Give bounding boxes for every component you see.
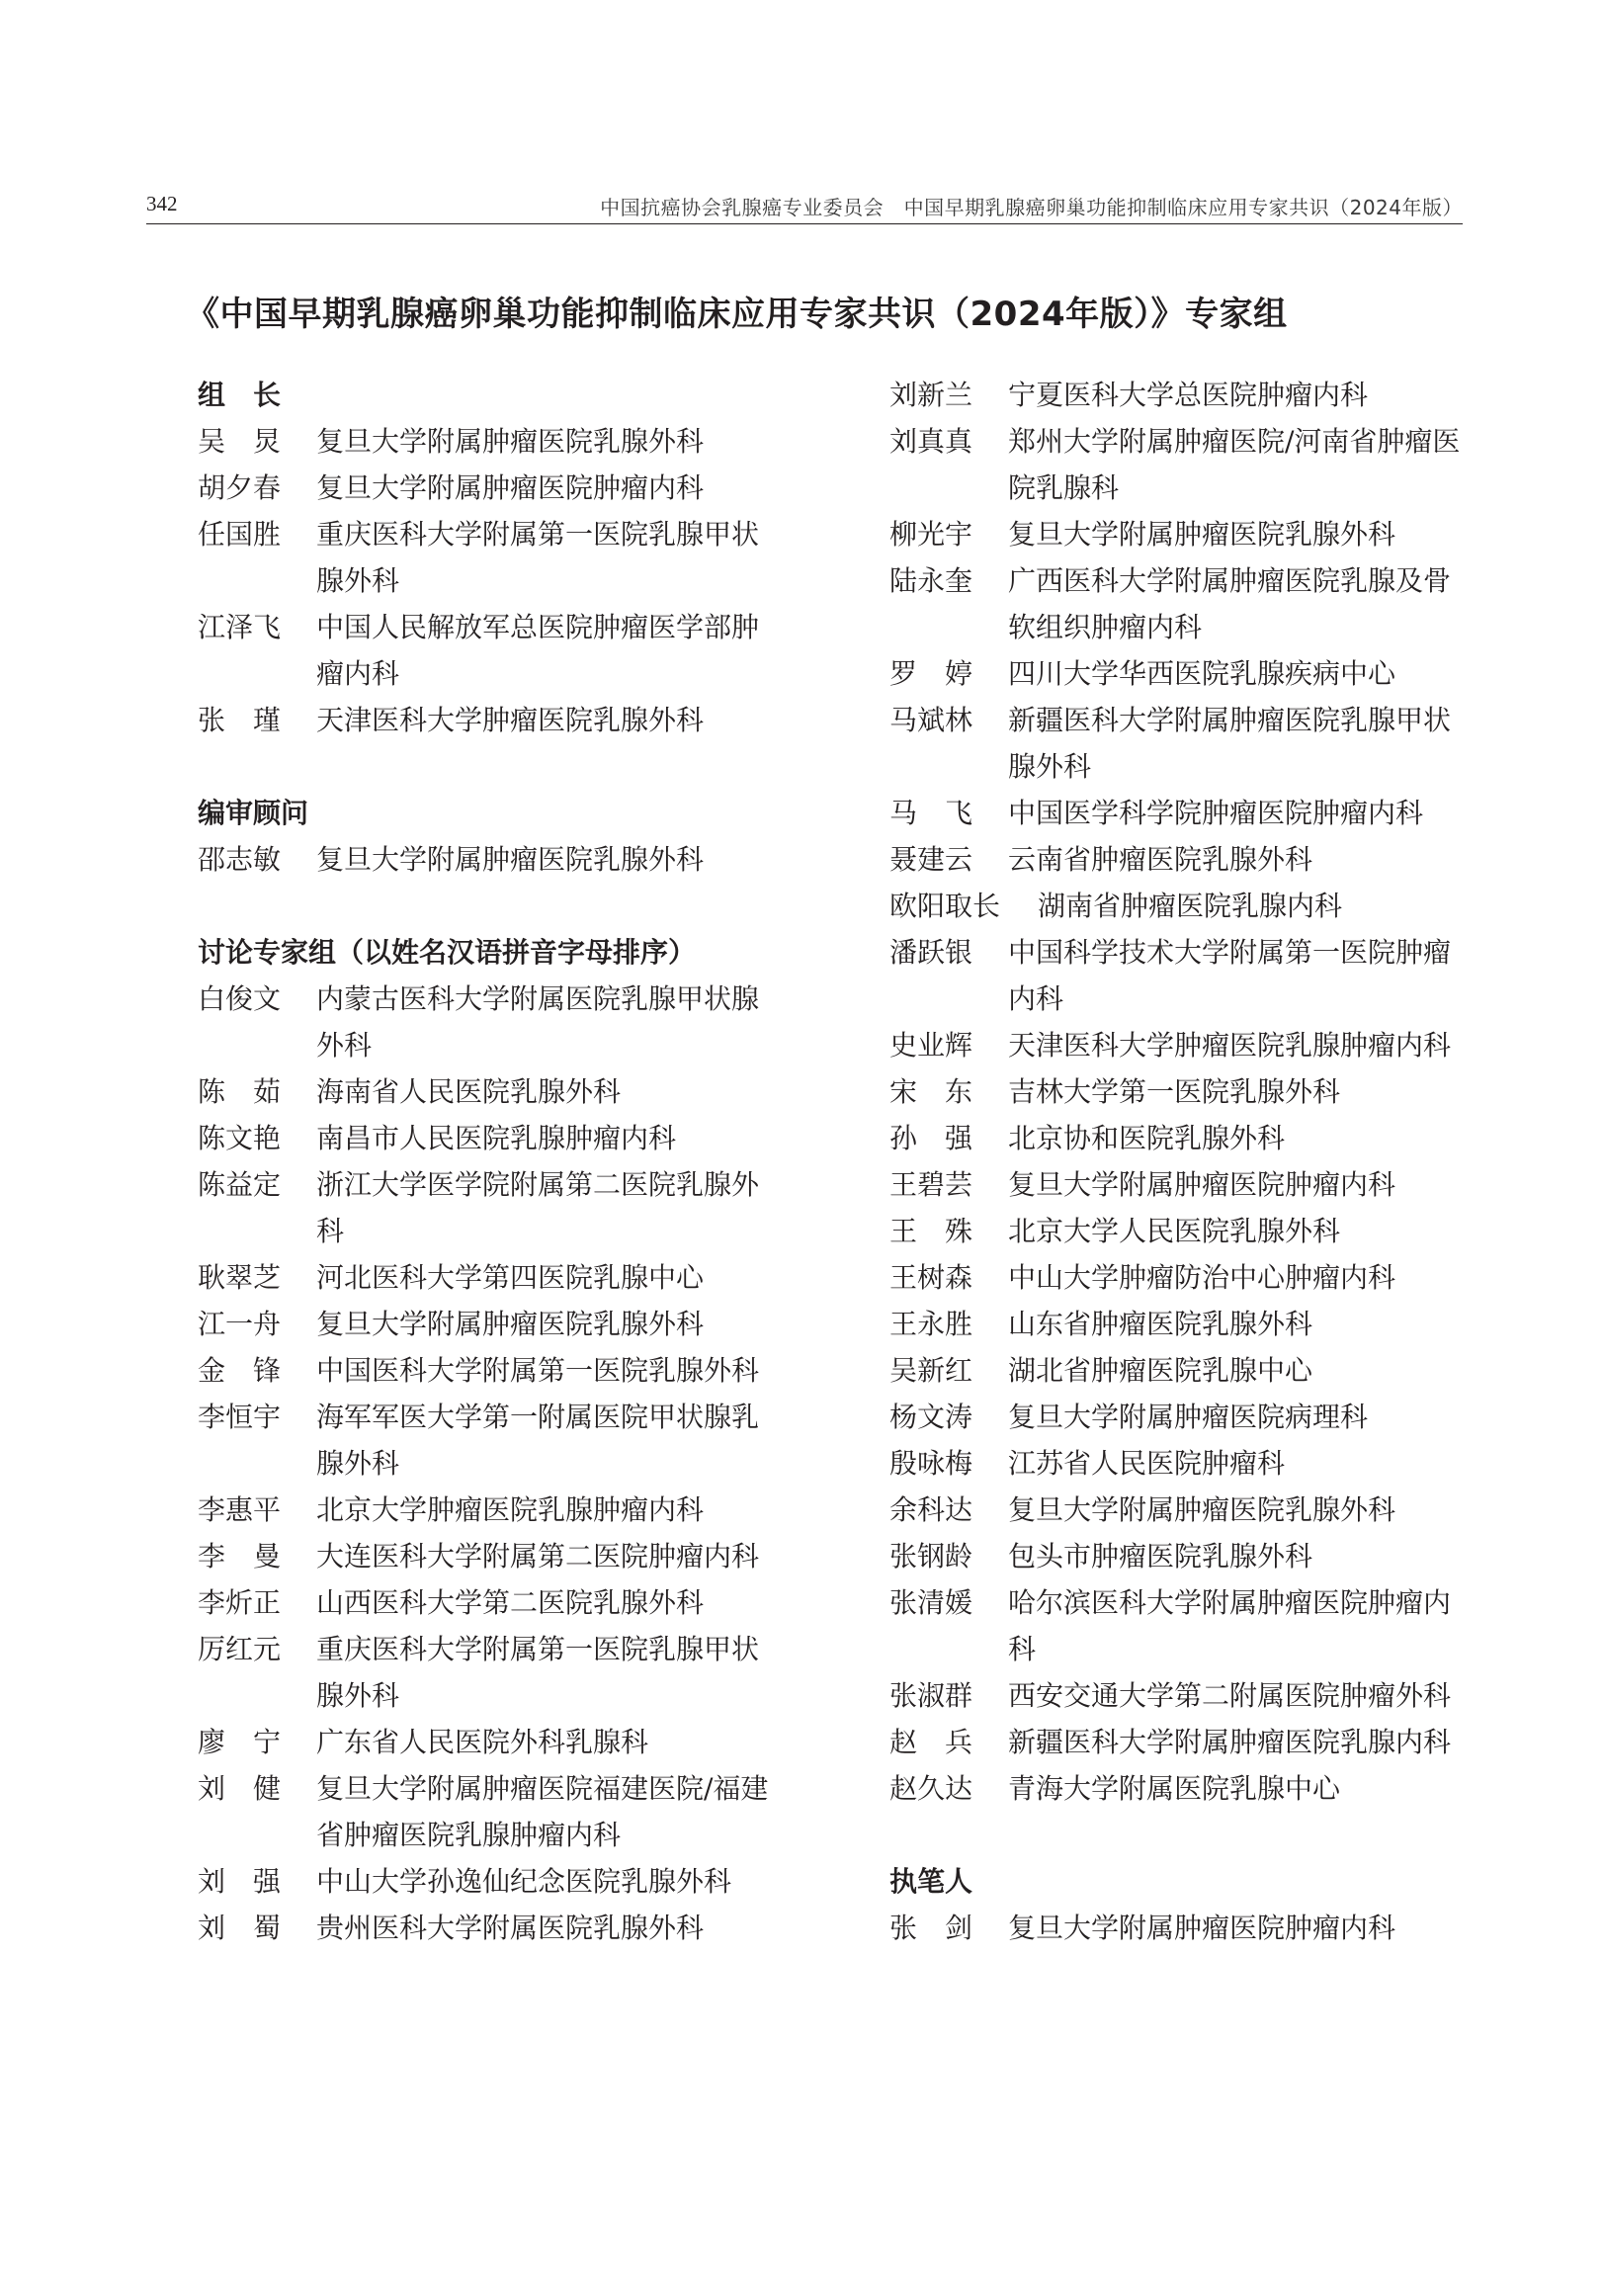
member-name: 张 剑 xyxy=(889,1912,973,1944)
member-affiliation: 中国科学技术大学附属第一医院肿瘤内科 xyxy=(1008,936,1452,1015)
member-affiliation: 北京大学人民医院乳腺外科 xyxy=(1008,1215,1341,1247)
member-name: 吴新红 xyxy=(889,1354,973,1387)
member-name: 陈益定 xyxy=(198,1168,282,1201)
section-discussion-continued xyxy=(889,372,1463,1812)
member-affiliation: 云南省肿瘤医院乳腺外科 xyxy=(1008,843,1313,876)
member-affiliation: 山东省肿瘤医院乳腺外科 xyxy=(1008,1308,1313,1340)
member-affiliation: 宁夏医科大学总医院肿瘤内科 xyxy=(1008,379,1369,411)
member-row xyxy=(889,836,1463,883)
member-row xyxy=(198,1394,771,1487)
member-row xyxy=(198,1347,771,1394)
section-title-writer: 执笔人 xyxy=(889,1865,973,1898)
member-row xyxy=(198,604,771,697)
member-affiliation: 天津医科大学肿瘤医院乳腺外科 xyxy=(316,704,705,736)
member-name: 欧阳取长 xyxy=(889,890,1001,922)
member-row xyxy=(889,1254,1463,1301)
member-name: 王永胜 xyxy=(889,1308,973,1340)
member-affiliation: 哈尔滨医科大学附属肿瘤医院肿瘤内科 xyxy=(1008,1586,1452,1665)
member-row xyxy=(198,1301,771,1347)
member-affiliation: 浙江大学医学院附属第二医院乳腺外科 xyxy=(316,1168,760,1247)
member-affiliation: 复旦大学附属肿瘤医院乳腺外科 xyxy=(316,843,705,876)
member-name: 马 飞 xyxy=(889,797,973,829)
member-row xyxy=(198,1254,771,1301)
running-header xyxy=(146,190,1463,224)
member-name: 张 瑾 xyxy=(198,704,282,736)
member-affiliation: 内蒙古医科大学附属医院乳腺甲状腺外科 xyxy=(316,982,760,1062)
section-leaders xyxy=(198,372,771,743)
member-name: 孙 强 xyxy=(889,1122,973,1154)
member-affiliation: 中山大学孙逸仙纪念医院乳腺外科 xyxy=(316,1865,732,1898)
member-affiliation: 吉林大学第一医院乳腺外科 xyxy=(1008,1075,1341,1108)
member-row xyxy=(889,1579,1463,1672)
member-affiliation: 广西医科大学附属肿瘤医院乳腺及骨软组织肿瘤内科 xyxy=(1008,564,1452,643)
member-name: 厉红元 xyxy=(198,1633,282,1665)
member-name: 金 锋 xyxy=(198,1354,282,1387)
member-affiliation: 湖南省肿瘤医院乳腺内科 xyxy=(1038,890,1343,922)
member-name: 柳光宇 xyxy=(889,518,973,551)
member-row xyxy=(889,1301,1463,1347)
member-row xyxy=(198,1626,771,1719)
member-affiliation: 北京协和医院乳腺外科 xyxy=(1008,1122,1286,1154)
member-affiliation: 中山大学肿瘤防治中心肿瘤内科 xyxy=(1008,1261,1396,1294)
member-affiliation: 复旦大学附属肿瘤医院肿瘤内科 xyxy=(1008,1912,1396,1944)
member-affiliation: 江苏省人民医院肿瘤科 xyxy=(1008,1447,1286,1480)
member-name: 刘 强 xyxy=(198,1865,282,1898)
member-row xyxy=(198,1765,771,1858)
left-column xyxy=(198,372,771,1951)
member-name: 潘跃银 xyxy=(889,936,973,969)
member-name: 刘 健 xyxy=(198,1772,282,1805)
member-affiliation: 贵州医科大学附属医院乳腺外科 xyxy=(316,1912,705,1944)
member-affiliation: 复旦大学附属肿瘤医院肿瘤内科 xyxy=(1008,1168,1396,1201)
member-name: 殷咏梅 xyxy=(889,1447,973,1480)
member-row xyxy=(889,1208,1463,1254)
member-name: 王碧芸 xyxy=(889,1168,973,1201)
member-affiliation: 重庆医科大学附属第一医院乳腺甲状腺外科 xyxy=(316,1633,760,1712)
member-name: 聂建云 xyxy=(889,843,973,876)
member-row xyxy=(198,1533,771,1579)
member-affiliation: 西安交通大学第二附属医院肿瘤外科 xyxy=(1008,1679,1452,1712)
member-affiliation: 湖北省肿瘤医院乳腺中心 xyxy=(1008,1354,1313,1387)
member-affiliation: 复旦大学附属肿瘤医院乳腺外科 xyxy=(1008,1493,1396,1526)
member-name: 王 殊 xyxy=(889,1215,973,1247)
member-row xyxy=(889,650,1463,697)
running-head: 中国抗癌协会乳腺癌专业委员会 中国早期乳腺癌卵巢功能抑制临床应用专家共识（2024年版） xyxy=(600,196,1463,219)
member-name: 张钢龄 xyxy=(889,1540,973,1573)
member-name: 宋 东 xyxy=(889,1075,973,1108)
member-row xyxy=(889,697,1463,790)
member-row xyxy=(889,1068,1463,1115)
section-writer xyxy=(889,1858,1463,1951)
member-row xyxy=(198,1719,771,1765)
member-name: 王树森 xyxy=(889,1261,973,1294)
page-title: 《中国早期乳腺癌卵巢功能抑制临床应用专家共识（2024年版）》专家组 xyxy=(186,295,1288,334)
member-row xyxy=(198,418,771,465)
member-name: 赵 兵 xyxy=(889,1726,973,1758)
member-affiliation: 青海大学附属医院乳腺中心 xyxy=(1008,1772,1341,1805)
member-row xyxy=(889,1533,1463,1579)
member-row xyxy=(198,511,771,604)
member-affiliation: 复旦大学附属肿瘤医院乳腺外科 xyxy=(316,425,705,458)
member-list xyxy=(198,836,771,883)
member-affiliation: 重庆医科大学附属第一医院乳腺甲状腺外科 xyxy=(316,518,760,597)
member-affiliation: 海南省人民医院乳腺外科 xyxy=(316,1075,622,1108)
member-name: 江一舟 xyxy=(198,1308,282,1340)
member-affiliation: 山西医科大学第二医院乳腺外科 xyxy=(316,1586,705,1619)
member-name: 胡夕春 xyxy=(198,471,282,504)
member-name: 赵久达 xyxy=(889,1772,973,1805)
member-name: 刘真真 xyxy=(889,425,973,458)
member-name: 张清媛 xyxy=(889,1586,973,1619)
member-row xyxy=(198,1905,771,1951)
member-row xyxy=(889,1905,1463,1951)
member-affiliation: 新疆医科大学附属肿瘤医院乳腺甲状腺外科 xyxy=(1008,704,1452,783)
member-name: 白俊文 xyxy=(198,982,282,1015)
member-name: 罗 婷 xyxy=(889,657,973,690)
member-row xyxy=(198,1579,771,1626)
member-row xyxy=(198,1161,771,1254)
member-name: 陆永奎 xyxy=(889,564,973,597)
member-row xyxy=(889,372,1463,418)
member-name: 李惠平 xyxy=(198,1493,282,1526)
member-affiliation: 广东省人民医院外科乳腺科 xyxy=(316,1726,649,1758)
section-advisor xyxy=(198,790,771,883)
section-title-advisor: 编审顾问 xyxy=(198,797,309,829)
member-name: 任国胜 xyxy=(198,518,282,551)
right-column xyxy=(889,372,1463,1951)
member-row xyxy=(889,929,1463,1022)
member-affiliation: 天津医科大学肿瘤医院乳腺肿瘤内科 xyxy=(1008,1029,1452,1062)
page-number: 342 xyxy=(146,192,178,215)
member-row xyxy=(198,836,771,883)
member-name: 刘 蜀 xyxy=(198,1912,282,1944)
section-title-leaders: 组 长 xyxy=(198,379,282,411)
member-row xyxy=(198,976,771,1068)
member-name: 马斌林 xyxy=(889,704,973,736)
member-row xyxy=(889,1765,1463,1812)
member-row xyxy=(889,511,1463,557)
member-row xyxy=(198,1068,771,1115)
member-row xyxy=(889,1672,1463,1719)
member-row xyxy=(889,1115,1463,1161)
member-row xyxy=(889,557,1463,650)
member-affiliation: 大连医科大学附属第二医院肿瘤内科 xyxy=(316,1540,760,1573)
member-row xyxy=(889,883,1463,929)
member-row xyxy=(198,697,771,743)
member-row xyxy=(889,1161,1463,1208)
member-name: 耿翠芝 xyxy=(198,1261,282,1294)
member-affiliation: 复旦大学附属肿瘤医院病理科 xyxy=(1008,1401,1369,1433)
member-row xyxy=(889,1394,1463,1440)
member-affiliation: 复旦大学附属肿瘤医院乳腺外科 xyxy=(1008,518,1396,551)
member-affiliation: 中国医科大学附属第一医院乳腺外科 xyxy=(316,1354,760,1387)
member-affiliation: 南昌市人民医院乳腺肿瘤内科 xyxy=(316,1122,677,1154)
member-affiliation: 复旦大学附属肿瘤医院福建医院/福建省肿瘤医院乳腺肿瘤内科 xyxy=(316,1772,769,1851)
member-name: 李恒宇 xyxy=(198,1401,282,1433)
section-discussion xyxy=(198,929,771,1951)
member-affiliation: 海军军医大学第一附属医院甲状腺乳腺外科 xyxy=(316,1401,760,1480)
member-name: 张淑群 xyxy=(889,1679,973,1712)
member-list xyxy=(889,372,1463,1812)
member-row xyxy=(198,465,771,511)
member-affiliation: 中国人民解放军总医院肿瘤医学部肿瘤内科 xyxy=(316,611,760,690)
member-affiliation: 北京大学肿瘤医院乳腺肿瘤内科 xyxy=(316,1493,705,1526)
member-row xyxy=(889,1487,1463,1533)
member-affiliation: 复旦大学附属肿瘤医院肿瘤内科 xyxy=(316,471,705,504)
member-row xyxy=(889,1022,1463,1068)
member-name: 刘新兰 xyxy=(889,379,973,411)
member-row xyxy=(889,1440,1463,1487)
member-name: 江泽飞 xyxy=(198,611,282,643)
member-name: 邵志敏 xyxy=(198,843,282,876)
member-name: 陈 茹 xyxy=(198,1075,282,1108)
member-row xyxy=(198,1487,771,1533)
member-list xyxy=(889,1905,1463,1951)
member-list xyxy=(198,418,771,743)
member-affiliation: 四川大学华西医院乳腺疾病中心 xyxy=(1008,657,1396,690)
member-affiliation: 河北医科大学第四医院乳腺中心 xyxy=(316,1261,705,1294)
member-affiliation: 郑州大学附属肿瘤医院/河南省肿瘤医院乳腺科 xyxy=(1008,425,1461,504)
member-affiliation: 中国医学科学院肿瘤医院肿瘤内科 xyxy=(1008,797,1424,829)
member-name: 廖 宁 xyxy=(198,1726,282,1758)
member-name: 陈文艳 xyxy=(198,1122,282,1154)
member-affiliation: 新疆医科大学附属肿瘤医院乳腺内科 xyxy=(1008,1726,1452,1758)
member-row xyxy=(198,1115,771,1161)
member-row xyxy=(889,418,1463,511)
member-name: 余科达 xyxy=(889,1493,973,1526)
member-name: 李炘正 xyxy=(198,1586,282,1619)
member-name: 李 曼 xyxy=(198,1540,282,1573)
member-row xyxy=(889,790,1463,836)
member-row xyxy=(198,1858,771,1905)
member-name: 杨文涛 xyxy=(889,1401,973,1433)
member-list xyxy=(198,976,771,1951)
member-name: 史业辉 xyxy=(889,1029,973,1062)
member-name: 吴 炅 xyxy=(198,425,282,458)
section-title-discussion: 讨论专家组（以姓名汉语拼音字母排序） xyxy=(198,936,697,969)
member-affiliation: 复旦大学附属肿瘤医院乳腺外科 xyxy=(316,1308,705,1340)
member-row xyxy=(889,1347,1463,1394)
member-affiliation: 包头市肿瘤医院乳腺外科 xyxy=(1008,1540,1313,1573)
member-row xyxy=(889,1719,1463,1765)
